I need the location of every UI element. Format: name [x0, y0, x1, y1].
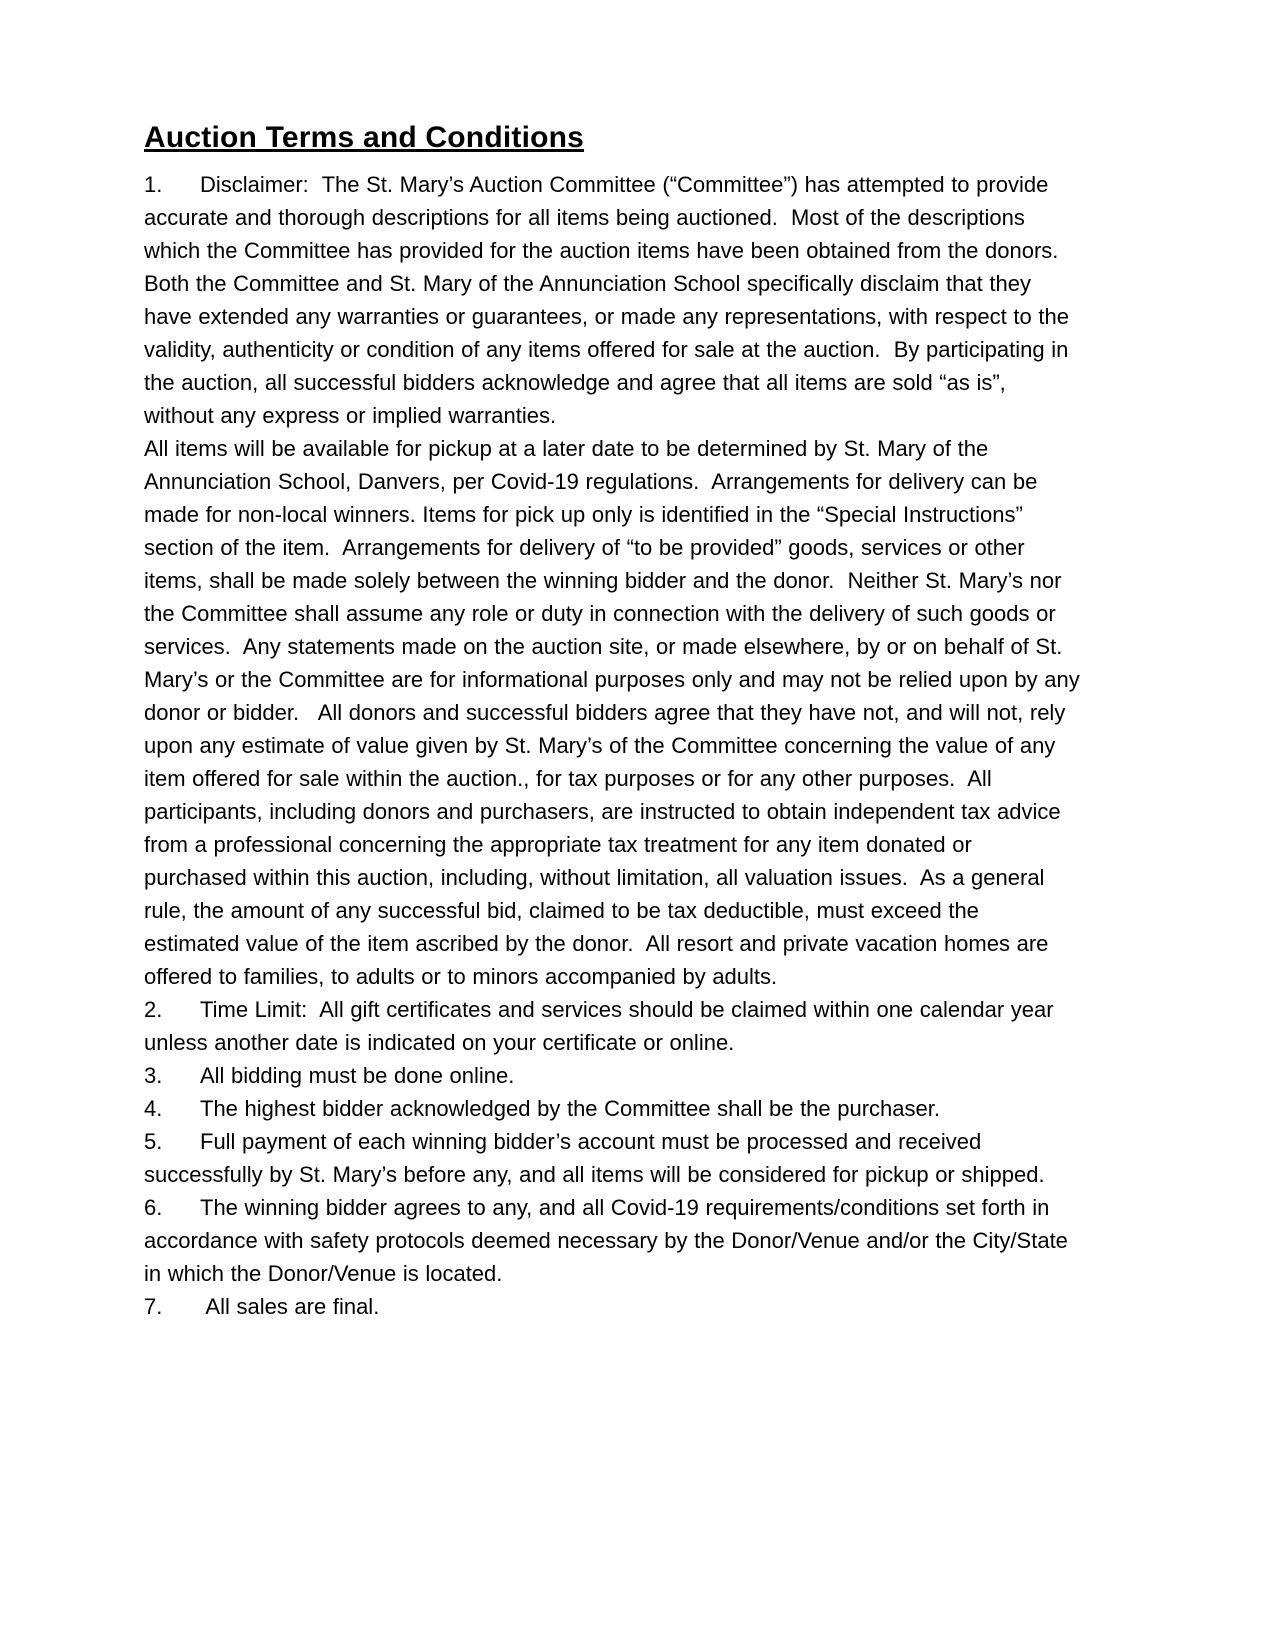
paragraph-1-text: Disclaimer: The St. Mary’s Auction Committee (“Committee”) has attempted to provide accurate and thorough descriptions for all items being auctioned. Most of the descriptions which the Committee has provided for the auction items have been obtained from the donors. Both the Committee and St. Mary of the Annunciation School specifically disclaim that they have extended any warranties or guarantees, or made any representations, with respect to the validity, authenticity or condition of any items offered for sale at the auction. By participating in the auction, all successful bidders acknowledge and agree that all items are sold “as is”, without any express or implied warranties. — [144, 172, 1076, 428]
paragraph-5-number: 4. — [144, 1096, 163, 1121]
paragraph-8-text: All sales are final. — [200, 1294, 380, 1319]
paragraph-3-number: 2. — [144, 997, 163, 1022]
paragraph-2-text: All items will be available for pickup at a later date to be determined by St. Mary of the Annunciation School, Danvers, per Covid-19 regulations. Arrangements for delivery can be made for non-local winners. Items for pick up only is identified in the “Special Instructions” section of the item. Arrangements for delivery of “to be provided” goods, services or other items, shall be made solely between the winning bidder and the donor. Neither St. Mary’s nor the Committee shall assume any role or duty in connection with the delivery of such goods or services. Any statements made on the auction site, or made elsewhere, by or on behalf of St. Mary’s or the Committee are for informational purposes only and may not be relied upon by any donor or bidder. All donors and successful bidders agree that they have not, and will not, rely upon any estimate of value given by St. Mary’s of the Committee concerning the value of any item offered for sale within the auction., for tax purposes or for any other purposes. All participants, including donors and purchasers, are instructed to obtain independent tax advice from a professional concerning the appropriate tax treatment for any item donated or purchased within this auction, including, without limitation, all valuation issues. As a general rule, the amount of any successful bid, claimed to be tax deductible, must exceed the estimated value of the item ascribed by the donor. All resort and private vacation homes are offered to families, to adults or to minors accompanied by adults. — [144, 436, 1087, 989]
paragraph-8-number: 7. — [144, 1294, 163, 1319]
paragraph-6 — [144, 1125, 1080, 1191]
paragraph-7-text: The winning bidder agrees to any, and all Covid-19 requirements/conditions set forth in accordance with safety protocols deemed necessary by the Donor/Venue and/or the City/State in which the Donor/Venue is located. — [144, 1195, 1075, 1286]
paragraph-3-text: Time Limit: All gift certificates and services should be claimed within one calendar year unless another date is indicated on your certificate or online. — [144, 997, 1061, 1055]
document-title: Auction Terms and Conditions — [144, 121, 585, 154]
paragraph-4-text: All bidding must be done online. — [200, 1063, 515, 1088]
paragraph-1 — [144, 168, 1080, 432]
paragraph-6-text: Full payment of each winning bidder’s account must be processed and received successfully by St. Mary’s before any, and all items will be considered for pickup or shipped. — [144, 1129, 1045, 1187]
paragraph-5-text: The highest bidder acknowledged by the Committee shall be the purchaser. — [200, 1096, 940, 1121]
paragraph-2 — [144, 432, 1087, 993]
paragraph-1-number: 1. — [144, 172, 163, 197]
paragraph-7 — [144, 1191, 1080, 1290]
paragraph-8 — [144, 1290, 1080, 1323]
paragraph-6-number: 5. — [144, 1129, 163, 1154]
paragraph-3 — [144, 993, 1080, 1059]
paragraph-7-number: 6. — [144, 1195, 163, 1220]
paragraph-4 — [144, 1059, 1080, 1092]
paragraph-5 — [144, 1092, 1080, 1125]
paragraph-4-number: 3. — [144, 1063, 163, 1088]
